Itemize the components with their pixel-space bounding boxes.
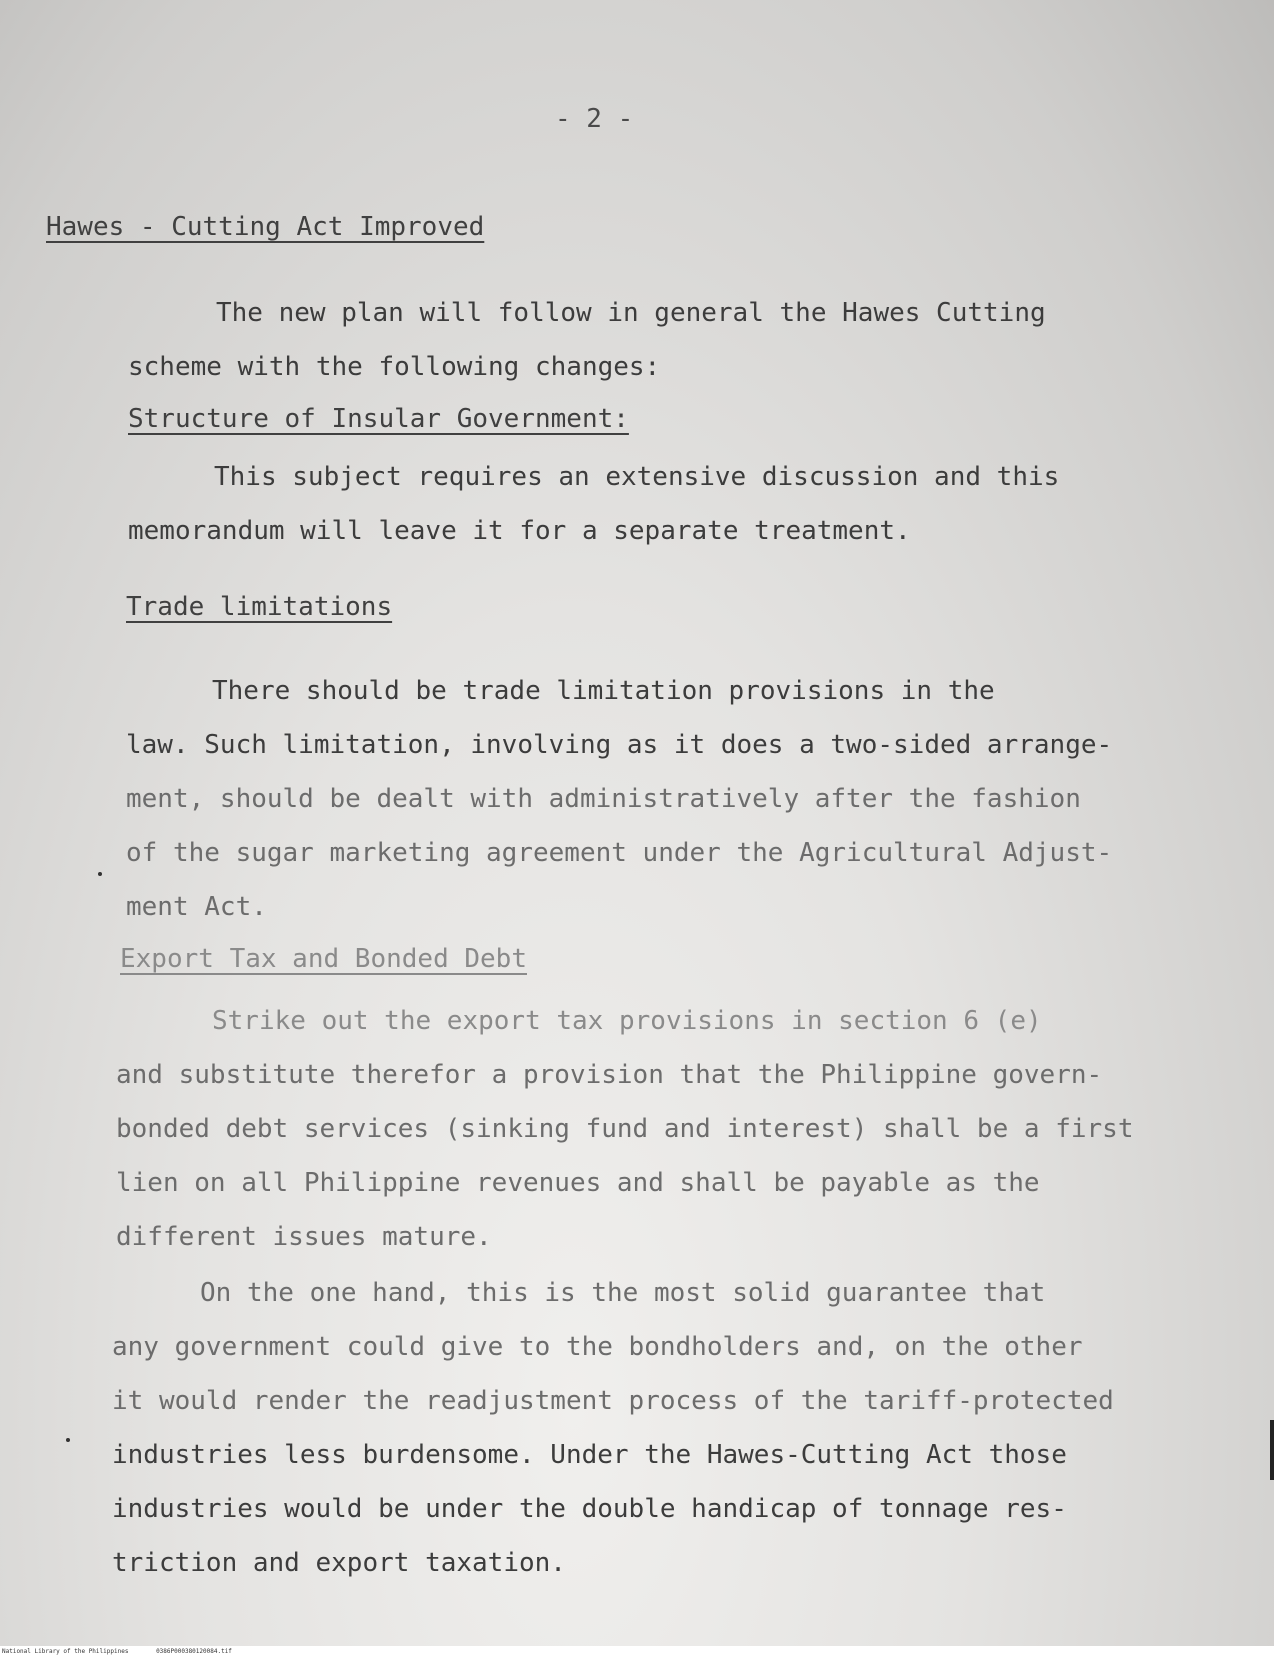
paragraph-line: any government could give to the bondholders and, on the other	[112, 1332, 1083, 1362]
paragraph-line: ment Act.	[126, 892, 267, 922]
page-number: - 2 -	[555, 104, 634, 134]
paragraph-line: lien on all Philippine revenues and shall be payable as the	[116, 1168, 1040, 1198]
paper-speck	[66, 1438, 70, 1442]
paragraph-line: triction and export taxation.	[112, 1548, 566, 1578]
section-heading-trade-limitations: Trade limitations	[126, 592, 393, 622]
scan-edge-mark	[1270, 1420, 1274, 1480]
footer-file: 0386P000380120084.tif	[156, 1648, 232, 1655]
paragraph-line: Strike out the export tax provisions in section 6 (e)	[212, 1006, 1042, 1036]
paragraph-line: it would render the readjustment process of the tariff-protected	[112, 1386, 1114, 1416]
section-heading-export-tax: Export Tax and Bonded Debt	[120, 944, 527, 974]
section-heading-structure: Structure of Insular Government:	[128, 404, 629, 434]
paragraph-line: scheme with the following changes:	[128, 352, 661, 382]
paragraph-line: memorandum will leave it for a separate treatment.	[128, 516, 911, 546]
paragraph-line: of the sugar marketing agreement under the Agricultural Adjust-	[126, 838, 1113, 868]
paragraph-line: The new plan will follow in general the Hawes Cutting	[216, 298, 1046, 328]
paragraph-line: There should be trade limitation provisions in the	[212, 676, 995, 706]
paragraph-line: law. Such limitation, involving as it does a two-sided arrange-	[126, 730, 1113, 760]
paragraph-line: industries would be under the double handicap of tonnage res-	[112, 1494, 1067, 1524]
paper-speck	[98, 872, 102, 876]
paragraph-line: On the one hand, this is the most solid guarantee that	[200, 1278, 1046, 1308]
section-heading-hawes-cutting: Hawes - Cutting Act Improved	[46, 212, 485, 242]
paragraph-line: and substitute therefor a provision that the Philippine govern-	[116, 1060, 1103, 1090]
footer-source: National Library of the Philippines	[2, 1648, 129, 1655]
paragraph-line: This subject requires an extensive discussion and this	[214, 462, 1060, 492]
paragraph-line: industries less burdensome. Under the Hawes-Cutting Act those	[112, 1440, 1067, 1470]
paragraph-line: bonded debt services (sinking fund and interest) shall be a first	[116, 1114, 1134, 1144]
paragraph-line: different issues mature.	[116, 1222, 492, 1252]
scan-footer	[0, 1646, 1274, 1658]
paragraph-line: ment, should be dealt with administratively after the fashion	[126, 784, 1081, 814]
